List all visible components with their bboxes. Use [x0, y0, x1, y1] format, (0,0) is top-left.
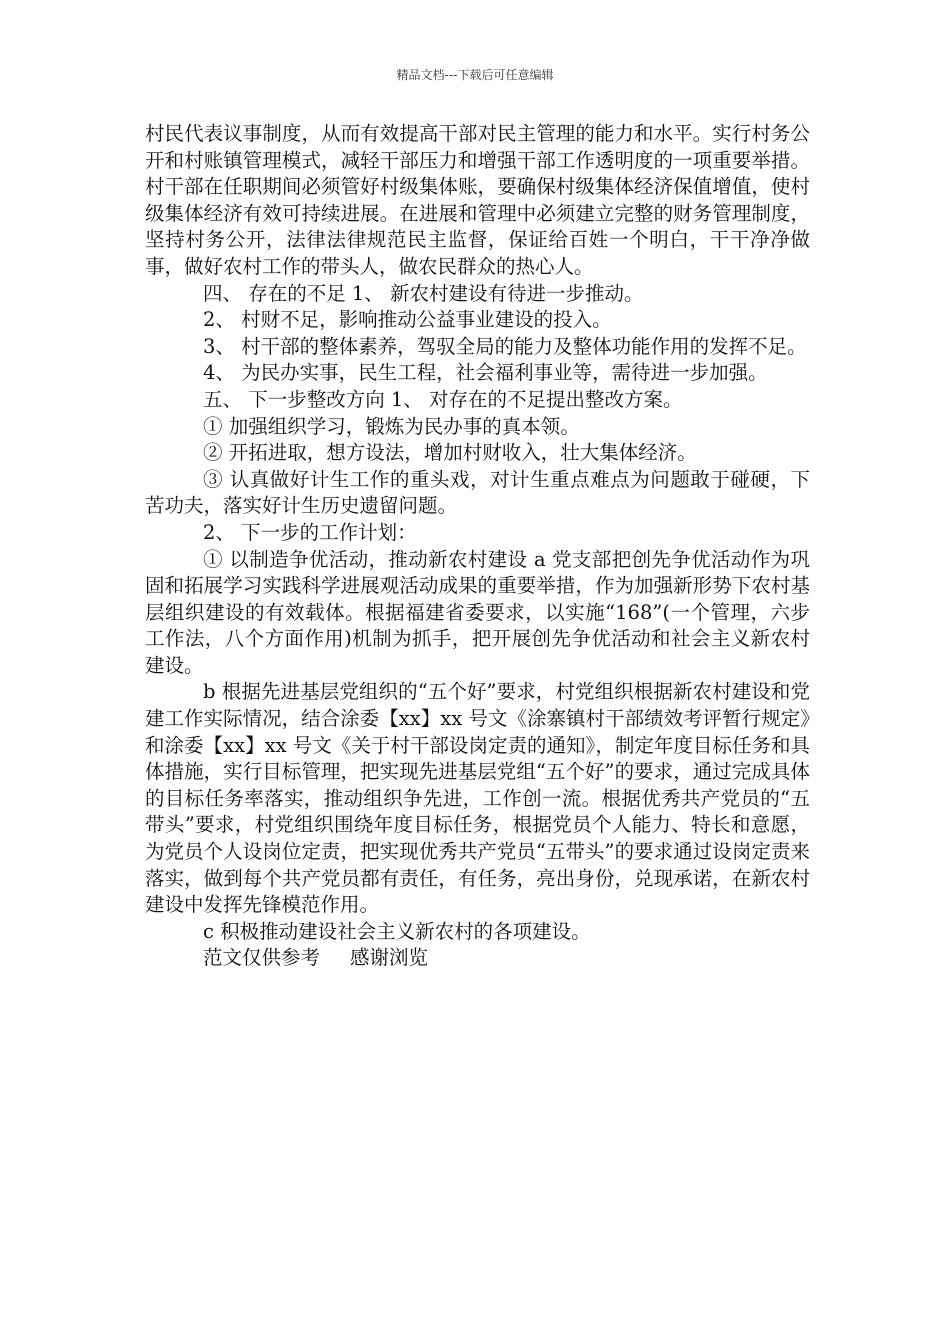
closing-line [145, 945, 810, 972]
paragraph-12: b 根据先进基层党组织的“五个好”要求，村党组织根据新农村建设和党建工作实际情况，结合涂委【xx】xx 号文《涂寨镇村干部绩效考评暂行规定》和涂委【xx】xx 号文《关于村干部设岗定责的通知》，制定年度目标任务和具体措施，实行目标管理，把实现先进基层党组“五个好”的要求，通过完成具体的目标任务率落实，推动组织争先进，工作创一流。根据优秀共产党员的“五带头”要求，村党组织围绕年度目标任务，根据党员个人能力、特长和意愿，为党员个人设岗位定责，把实现优秀共产党员“五带头”的要求通过设岗定责来落实，做到每个共产党员都有责任，有任务，亮出身份，兑现承诺，在新农村建设中发挥先锋模范作用。 [145, 680, 810, 917]
page-header: 精品文档---下载后可任意编辑 [396, 68, 554, 82]
paragraph-2: 四、 存在的不足 1、 新农村建设有待进一步推动。 [203, 281, 644, 305]
paragraph-11: ① 以制造争优活动，推动新农村建设 a 党支部把创先争优活动作为巩固和拓展学习实践科学进展观活动成果的重要举措，作为加强新形势下农村基层组织建设的有效载体。根据福建省委要求，以实施“168”(一个管理，六步工作法，八个方面作用)机制为抓手，把开展创先争优活动和社会主义新农村建设。 [145, 547, 810, 677]
paragraph-10: 2、 下一步的工作计划： [203, 520, 417, 544]
paragraph-1: 村民代表议事制度，从而有效提高干部对民主管理的能力和水平。实行村务公开和村账镇管理模式，减轻干部压力和增强干部工作透明度的一项重要举措。村干部在任职期间必须管好村级集体账，要确保村级集体经济保值增值，使村级集体经济有效可持续进展。在进展和管理中必须建立完整的财务管理制度，坚持村务公开，法律法律规范民主监督，保证给百姓一个明白，干干净净做事，做好农村工作的带头人，做农民群众的热心人。 [145, 122, 810, 278]
closing-right: 感谢浏览 [350, 946, 429, 970]
paragraph-7: ① 加强组织学习，锻炼为民办事的真本领。 [203, 414, 580, 438]
paragraph-5: 4、 为民办实事，民生工程，社会福利事业等，需待进一步加强。 [203, 361, 768, 385]
paragraph-13: c 积极推动建设社会主义新农村的各项建设。 [203, 919, 591, 943]
paragraph-8: ② 开拓进取，想方设法，增加村财收入，壮大集体经济。 [203, 441, 697, 465]
paragraph-6: 五、 下一步整改方向 1、 对存在的不足提出整改方案。 [203, 387, 683, 411]
document-body [145, 121, 810, 972]
paragraph-3: 2、 村财不足，影响推动公益事业建设的投入。 [203, 308, 612, 332]
closing-left: 范文仅供参考 [203, 946, 321, 970]
paragraph-4: 3、 村干部的整体素养，驾驭全局的能力及整体功能作用的发挥不足。 [203, 334, 807, 358]
paragraph-9: ③ 认真做好计生工作的重头戏，对计生重点难点为问题敢于碰硬，下苦功夫，落实好计生历史遗留问题。 [145, 467, 810, 518]
